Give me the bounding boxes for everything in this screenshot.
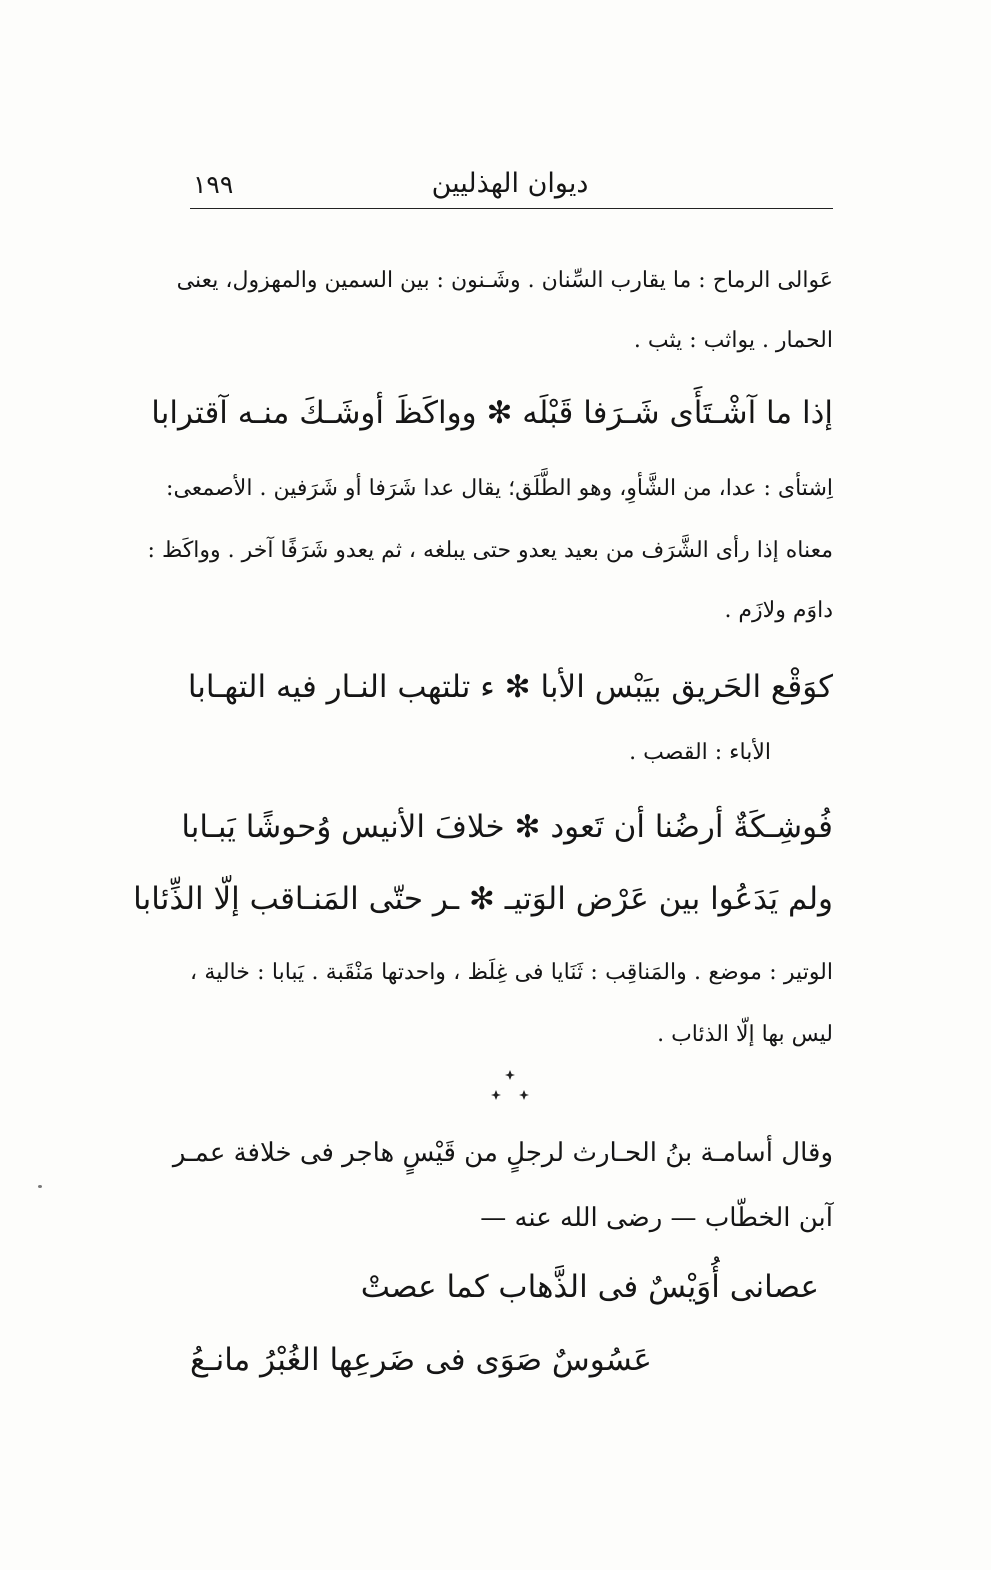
footnote-line: داوَم ولازَم . bbox=[724, 598, 833, 623]
page-speck bbox=[38, 1185, 42, 1188]
running-title: ديوان الهذليين bbox=[431, 168, 589, 199]
verse-line: كوَقْع الحَريق بيَبْس الأبا ✻ ء تلتهب النـار فيه التهـابا bbox=[187, 669, 833, 705]
prose-line: وقال أسامـة بنُ الحـارث لرجلٍ من قَيْسٍ هاجر فى خلافة عمـر bbox=[172, 1138, 833, 1168]
header-rule bbox=[190, 208, 833, 209]
footnote-line: الحمار . يواثب : يثب . bbox=[633, 328, 833, 353]
footnote-line: معناه إذا رأى الشَّرَف من بعيد يعدو حتى يبلغه ، ثم يعدو شَرَفًا آخر . وواكَظ : bbox=[147, 538, 833, 563]
prose-line: آبن الخطّاب — رضى الله عنه — bbox=[480, 1203, 833, 1233]
verse-line: فُوشِـكَةٌ أرضُنا أن تَعود ✻ خلافَ الأنيس وُحوشًا يَبـابا bbox=[181, 809, 833, 845]
footnote-line: ليس بها إلّا الذئاب . bbox=[657, 1022, 833, 1047]
footnote-line: اِشتأى : عدا، من الشَّأوِ، وهو الطَّلَق؛ يقال عدا شَرَفا أو شَرَفين . الأصمعى: bbox=[166, 476, 833, 501]
section-ornament bbox=[480, 1068, 540, 1108]
footnote-line: عَوالى الرماح : ما يقارب السِّنان . وشَـنون : بين السمين والمهزول، يعنى bbox=[176, 268, 833, 293]
verse-line: عصانى أُوَيْسٌ فى الذَّهاب كما عصتْ bbox=[360, 1269, 819, 1305]
footnote-line: الأباء : القصب . bbox=[629, 740, 771, 765]
verse-line: ولم يَدَعُوا بين عَرْض الوَتيـ ✻ ـر حتّى المَنـاقب إلّا الذِّئابا bbox=[133, 881, 833, 917]
footnote-line: الوتير : موضع . والمَناقِب : ثَنَايا فى غِلَظ ، واحدتها مَنْقَبة . يَبابا : خالية ، bbox=[190, 960, 833, 985]
verse-line: عَسُوسٌ صَوَى فى ضَرعِها الغُبْرُ مانـعُ bbox=[190, 1342, 652, 1378]
verse-line: إذا ما آشْـتَأَى شَـرَفا قَبْلَه ✻ وواكَظَ أوشَـكَ منـه آقترابا bbox=[151, 395, 833, 431]
page-number: ١٩٩ bbox=[193, 170, 234, 199]
